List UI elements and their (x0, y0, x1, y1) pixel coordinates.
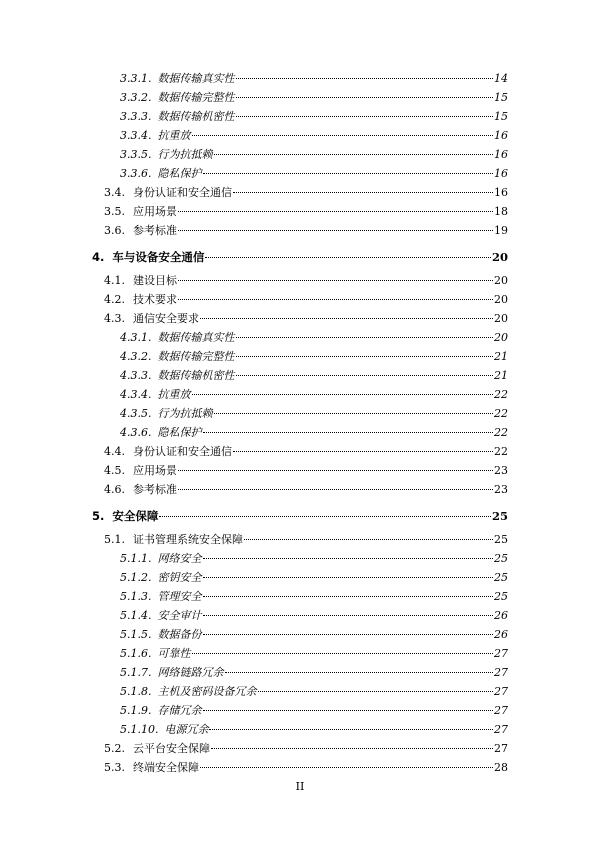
toc-entry-page: 16 (494, 167, 508, 180)
toc-entry-page: 23 (494, 483, 508, 496)
toc-entry-title: 建设目标 (133, 274, 177, 287)
toc-entry-title: 网络安全 (157, 552, 202, 565)
toc-leader-dots (203, 634, 494, 635)
toc-leader-dots (205, 257, 491, 258)
toc-entry[interactable] (120, 329, 508, 347)
toc-entry-number: 4.1. (104, 274, 125, 287)
toc-entry-title: 终端安全保障 (133, 761, 199, 774)
toc-entry-title: 管理安全 (157, 590, 202, 603)
toc-entry[interactable] (120, 683, 508, 701)
toc-entry-page: 21 (494, 350, 508, 363)
toc-entry-number: 3.4. (104, 186, 125, 199)
toc-entry[interactable] (104, 740, 508, 758)
toc-entry-page: 15 (494, 110, 508, 123)
toc-leader-dots (203, 596, 494, 597)
toc-leader-dots (236, 78, 494, 79)
toc-entry[interactable] (120, 626, 508, 644)
toc-entry[interactable] (120, 721, 508, 739)
toc-entry-number: 5.1.6. (120, 647, 152, 660)
toc-leader-dots (192, 653, 494, 654)
toc-leader-dots (225, 672, 494, 673)
toc-entry-number: 3.3.3. (120, 110, 152, 123)
toc-leader-dots (178, 299, 493, 300)
toc-entry-page: 22 (494, 426, 508, 439)
toc-entry[interactable] (92, 248, 508, 266)
toc-entry-title: 主机及密码设备冗余 (157, 685, 257, 698)
toc-leader-dots (236, 116, 494, 117)
toc-entry-title: 数据传输机密性 (157, 110, 235, 123)
toc-entry-page: 25 (494, 533, 508, 546)
toc-entry-number: 3.6. (104, 224, 125, 237)
toc-entry-title: 应用场景 (133, 205, 177, 218)
toc-leader-dots (233, 451, 493, 452)
toc-entry-number: 5.1.5. (120, 628, 152, 641)
toc-entry[interactable] (120, 702, 508, 720)
toc-entry-page: 25 (494, 590, 508, 603)
toc-entry-title: 可靠性 (157, 647, 191, 660)
toc-entry-number: 4.5. (104, 464, 125, 477)
toc-entry-number: 5.3. (104, 761, 125, 774)
toc-leader-dots (178, 489, 493, 490)
toc-entry-title: 通信安全要求 (133, 312, 199, 325)
toc-entry-number: 5.1. (104, 533, 125, 546)
toc-leader-dots (203, 173, 494, 174)
toc-entry-page: 22 (494, 388, 508, 401)
toc-leader-dots (178, 211, 493, 212)
toc-entry[interactable] (120, 664, 508, 682)
toc-entry-page: 27 (494, 685, 508, 698)
toc-entry-page: 27 (494, 723, 508, 736)
toc-entry-page: 18 (494, 205, 508, 218)
toc-entry[interactable] (120, 405, 508, 423)
toc-leader-dots (214, 413, 494, 414)
toc-entry-page: 22 (494, 445, 508, 458)
toc-leader-dots (203, 577, 494, 578)
toc-entry[interactable] (104, 443, 508, 461)
toc-entry-number: 4.3.3. (120, 369, 152, 382)
toc-entry-page: 28 (494, 761, 508, 774)
toc-leader-dots (159, 516, 491, 517)
toc-entry-page: 21 (494, 369, 508, 382)
page-number: II (295, 780, 305, 793)
toc-entry-title: 密钥安全 (157, 571, 202, 584)
toc-entry-number: 5.1.3. (120, 590, 152, 603)
toc-entry-title: 安全审计 (157, 609, 202, 622)
toc-entry-number: 5.1.1. (120, 552, 152, 565)
toc-leader-dots (192, 135, 494, 136)
toc-entry[interactable] (92, 507, 508, 525)
toc-entry-title: 数据传输真实性 (157, 331, 235, 344)
toc-entry-number: 3.3.2. (120, 91, 152, 104)
toc-entry[interactable] (104, 462, 508, 480)
toc-entry-number: 4.3.4. (120, 388, 152, 401)
toc-entry-number: 5.1.9. (120, 704, 152, 717)
toc-entry-number: 3.5. (104, 205, 125, 218)
toc-leader-dots (214, 154, 494, 155)
toc-leader-dots (236, 356, 494, 357)
toc-entry-title: 车与设备安全通信 (112, 250, 205, 264)
toc-entry-title: 数据传输完整性 (157, 350, 235, 363)
toc-entry-title: 抗重放 (157, 388, 191, 401)
toc-leader-dots (244, 539, 493, 540)
toc-entry-title: 隐私保护 (157, 167, 202, 180)
toc-entry[interactable] (104, 291, 508, 309)
toc-entry-title: 身份认证和安全通信 (133, 186, 232, 199)
toc-entry[interactable] (104, 531, 508, 549)
toc-entry[interactable] (120, 127, 508, 145)
toc-entry[interactable] (104, 203, 508, 221)
toc-entry-number: 4.3.5. (120, 407, 152, 420)
toc-entry[interactable] (120, 108, 508, 126)
toc-leader-dots (236, 97, 494, 98)
toc-entry-page: 27 (494, 704, 508, 717)
toc-entry-title: 数据传输机密性 (157, 369, 235, 382)
toc-entry-page: 26 (494, 628, 508, 641)
toc-entry-page: 22 (494, 407, 508, 420)
toc-leader-dots (203, 558, 494, 559)
toc-entry-number: 4.2. (104, 293, 125, 306)
toc-entry-number: 5.1.4. (120, 609, 152, 622)
toc-entry-page: 27 (494, 742, 508, 755)
toc-entry[interactable] (120, 89, 508, 107)
toc-entry-number: 3.3.5. (120, 148, 152, 161)
toc-entry-page: 15 (494, 91, 508, 104)
toc-entry-number: 3.3.4. (120, 129, 152, 142)
toc-entry[interactable] (104, 481, 508, 499)
toc-entry-page: 20 (494, 274, 508, 287)
toc-entry-page: 20 (494, 331, 508, 344)
toc-entry[interactable] (120, 550, 508, 568)
toc-entry-page: 26 (494, 609, 508, 622)
toc-entry-number: 5. (92, 509, 105, 523)
toc-entry[interactable] (120, 607, 508, 625)
toc-leader-dots (200, 767, 493, 768)
toc-entry-title: 数据传输完整性 (157, 91, 235, 104)
toc-leader-dots (233, 192, 493, 193)
toc-entry-title: 应用场景 (133, 464, 177, 477)
toc-entry-page: 27 (494, 666, 508, 679)
toc-entry-number: 3.3.6. (120, 167, 152, 180)
toc-entry[interactable] (120, 165, 508, 183)
toc-entry-number: 4. (92, 250, 105, 264)
toc-entry[interactable] (120, 645, 508, 663)
toc-leader-dots (203, 710, 494, 711)
toc-entry-title: 参考标准 (133, 483, 177, 496)
toc-entry-page: 20 (494, 312, 508, 325)
toc-leader-dots (203, 432, 494, 433)
toc-entry[interactable] (120, 70, 508, 88)
toc-entry-page: 19 (494, 224, 508, 237)
toc-leader-dots (200, 318, 493, 319)
toc-entry-number: 4.4. (104, 445, 125, 458)
toc-entry-number: 4.3.2. (120, 350, 152, 363)
toc-entry-number: 4.3.6. (120, 426, 152, 439)
toc-entry-title: 存储冗余 (157, 704, 202, 717)
toc-entry-title: 参考标准 (133, 224, 177, 237)
toc-entry[interactable] (120, 348, 508, 366)
toc-entry[interactable] (120, 424, 508, 442)
toc-leader-dots (178, 470, 493, 471)
toc-leader-dots (178, 230, 493, 231)
toc-entry-title: 抗重放 (157, 129, 191, 142)
toc-entry[interactable] (120, 569, 508, 587)
toc-entry-number: 5.1.10. (120, 723, 159, 736)
toc-entry-page: 27 (494, 647, 508, 660)
toc-entry-title: 网络链路冗余 (157, 666, 224, 679)
toc-entry[interactable] (120, 588, 508, 606)
toc-entry[interactable] (104, 222, 508, 240)
toc-entry[interactable] (120, 367, 508, 385)
toc-leader-dots (258, 691, 494, 692)
toc-entry-page: 25 (491, 509, 508, 523)
toc-leader-dots (236, 375, 494, 376)
toc-entry-number: 5.1.2. (120, 571, 152, 584)
toc-leader-dots (203, 615, 494, 616)
toc-leader-dots (211, 748, 493, 749)
toc-entry-page: 25 (494, 552, 508, 565)
toc-entry-page: 16 (494, 148, 508, 161)
toc-entry-title: 隐私保护 (157, 426, 202, 439)
toc-entry-number: 4.3.1. (120, 331, 152, 344)
toc-entry[interactable] (120, 386, 508, 404)
toc-leader-dots (192, 394, 494, 395)
toc-entry-page: 20 (494, 293, 508, 306)
toc-leader-dots (236, 337, 494, 338)
toc-entry-title: 技术要求 (133, 293, 177, 306)
toc-entry-page: 20 (491, 250, 508, 264)
toc-entry-title: 安全保障 (112, 509, 159, 523)
toc-entry-number: 5.2. (104, 742, 125, 755)
toc-entry-page: 16 (494, 129, 508, 142)
toc-entry-page: 25 (494, 571, 508, 584)
toc-entry-page: 23 (494, 464, 508, 477)
toc-entry-number: 5.1.8. (120, 685, 152, 698)
toc-entry-number: 4.6. (104, 483, 125, 496)
toc-entry-title: 证书管理系统安全保障 (133, 533, 243, 546)
toc-entry-title: 数据传输真实性 (157, 72, 235, 85)
toc-entry-title: 行为抗抵赖 (157, 148, 213, 161)
toc-entry-title: 行为抗抵赖 (157, 407, 213, 420)
toc-entry[interactable] (104, 759, 508, 777)
toc-entry-title: 数据备份 (157, 628, 202, 641)
toc-entry-page: 14 (494, 72, 508, 85)
toc-leader-dots (178, 280, 493, 281)
toc-entry-number: 3.3.1. (120, 72, 152, 85)
toc-entry-title: 云平台安全保障 (133, 742, 210, 755)
toc-entry-title: 身份认证和安全通信 (133, 445, 232, 458)
toc-entry[interactable] (104, 310, 508, 328)
toc-leader-dots (209, 729, 493, 730)
toc-entry-number: 5.1.7. (120, 666, 152, 679)
toc-entry-page: 16 (494, 186, 508, 199)
toc-entry[interactable] (120, 146, 508, 164)
toc-entry[interactable] (104, 272, 508, 290)
toc-entry-number: 4.3. (104, 312, 125, 325)
toc-entry-title: 电源冗余 (164, 723, 209, 736)
toc-entry[interactable] (104, 184, 508, 202)
